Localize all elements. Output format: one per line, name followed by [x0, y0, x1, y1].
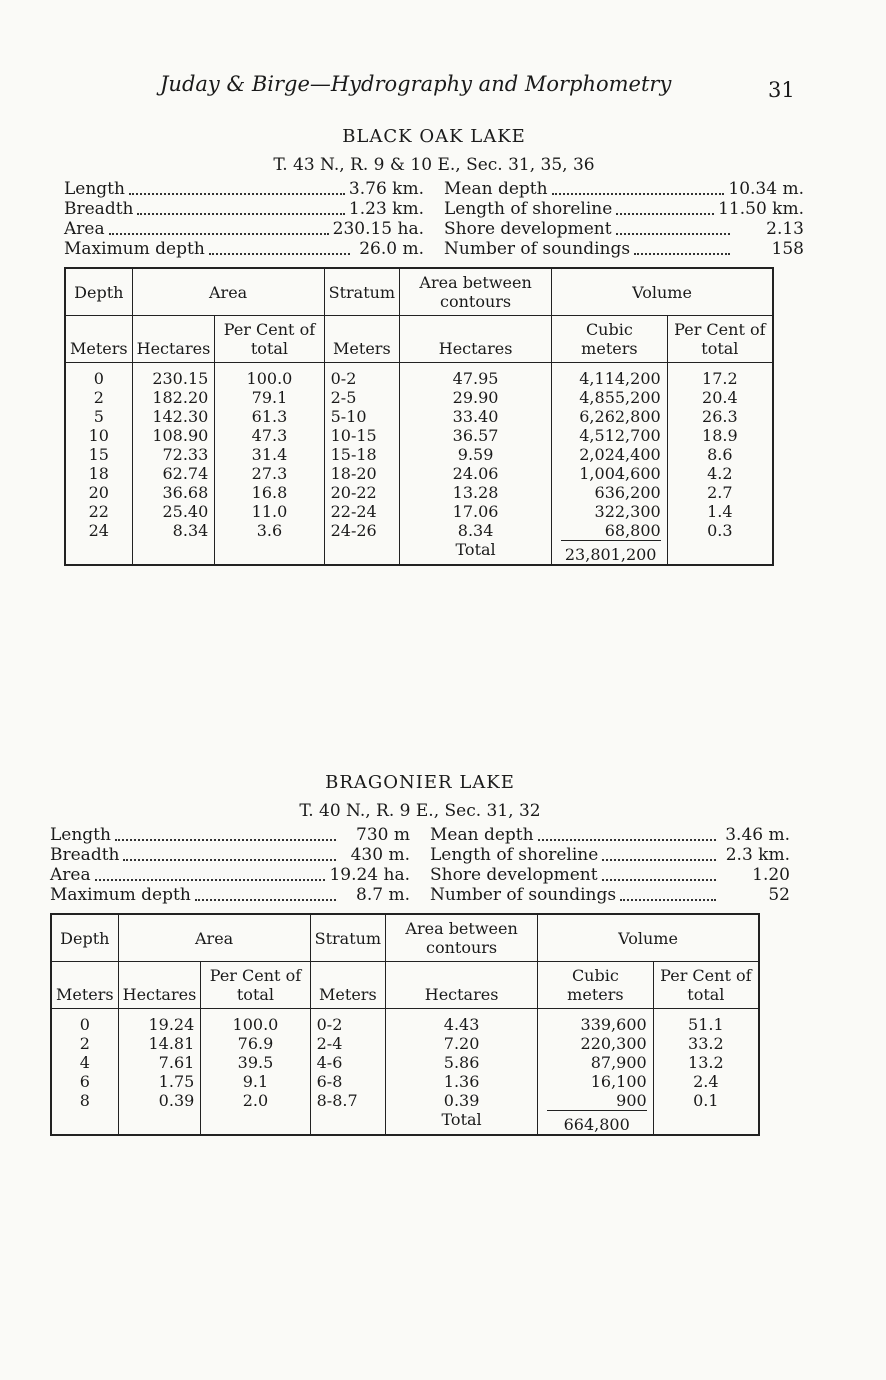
header-cubic-meters: Cubic meters [538, 962, 654, 1009]
dot-leader [616, 219, 730, 235]
empty-cell [310, 1110, 385, 1135]
dot-leader [552, 179, 725, 195]
lake-location: T. 40 N., R. 9 E., Sec. 31, 32 [299, 801, 541, 821]
stat-value: 430 m. [350, 845, 410, 865]
dot-leader [137, 199, 344, 215]
table-cell: 0.1 [693, 1091, 719, 1110]
table-cell: 17.2 [702, 369, 738, 388]
lake-section-bragonier [50, 772, 790, 1136]
stat-value: 2.13 [766, 219, 804, 239]
table-cell: 108.90 [152, 426, 209, 445]
column-cubic-meters [552, 363, 668, 541]
table-cell: 900 [616, 1091, 647, 1110]
table-cell: 14.81 [148, 1034, 195, 1053]
table-cell: 20 [88, 483, 109, 502]
table-cell: 4 [79, 1053, 90, 1072]
column-between-hectares [386, 1009, 538, 1111]
stat-label: Maximum depth [50, 885, 191, 905]
table-cell: 8 [79, 1091, 90, 1110]
column-area-hectares [132, 363, 215, 541]
table-cell: 1.4 [707, 502, 733, 521]
table-cell: 6 [79, 1072, 90, 1091]
morphometry-table [64, 267, 774, 566]
stat-label: Area [50, 865, 91, 885]
stat-row [64, 219, 424, 239]
total-cell [538, 1110, 654, 1135]
header-depth: Depth [65, 268, 132, 316]
table-cell: 76.9 [237, 1034, 274, 1053]
header-volume: Volume [538, 914, 759, 962]
page-number: 31 [768, 78, 795, 102]
table-cell: 31.4 [251, 445, 288, 464]
stat-row [444, 179, 804, 199]
stat-label: Length of shoreline [444, 199, 613, 219]
table-cell: 15-18 [330, 445, 377, 464]
stat-row [430, 865, 790, 885]
column-stratum-meters [310, 1009, 385, 1111]
stat-label: Number of soundings [430, 885, 617, 905]
table-cell: 18-20 [330, 464, 377, 483]
dot-leader [209, 239, 350, 255]
left-stats [50, 825, 410, 905]
lake-stats [50, 825, 790, 905]
total-volume: 23,801,200 [561, 540, 661, 564]
table-cell: 15 [88, 445, 109, 464]
column-depth-meters [51, 1009, 118, 1111]
table-cell: 8.34 [172, 521, 209, 540]
table-cell: 10 [88, 426, 109, 445]
dot-leader [616, 199, 714, 215]
table-cell: 33.40 [452, 407, 499, 426]
header-volume: Volume [552, 268, 773, 316]
stat-label: Length of shoreline [430, 845, 599, 865]
stat-row [444, 239, 804, 259]
dot-leader [129, 179, 345, 195]
table-cell: 36.57 [452, 426, 499, 445]
column-volume-percent [667, 363, 773, 541]
stat-label: Area [64, 219, 105, 239]
table-cell: 8.34 [457, 521, 494, 540]
table-cell: 2-5 [330, 388, 357, 407]
table-cell: 100.0 [246, 369, 293, 388]
stat-label: Breadth [50, 845, 120, 865]
dot-leader [109, 219, 329, 235]
dot-leader [195, 885, 336, 901]
table-cell: 18.9 [702, 426, 738, 445]
table-cell: 16,100 [590, 1072, 647, 1091]
header-area-percent: Per Cent of total [201, 962, 310, 1009]
table-cell: 6-8 [316, 1072, 343, 1091]
right-stats [444, 179, 804, 259]
stat-row [50, 845, 410, 865]
stat-label: Number of soundings [444, 239, 631, 259]
header-stratum-meters: Meters [324, 316, 399, 363]
table-cell: 5 [93, 407, 104, 426]
empty-cell [667, 540, 773, 565]
header-between-hectares: Hectares [386, 962, 538, 1009]
lake-title: BLACK OAK LAKE [342, 126, 526, 147]
column-stratum-meters [324, 363, 399, 541]
empty-cell [118, 1110, 201, 1135]
stat-value: 158 [771, 239, 804, 259]
stat-row [64, 179, 424, 199]
table-cell: 27.3 [251, 464, 288, 483]
table-cell: 9.59 [457, 445, 494, 464]
header-area: Area [118, 914, 310, 962]
table-cell: 33.2 [688, 1034, 724, 1053]
stat-label: Breadth [64, 199, 134, 219]
table-cell: 13.28 [452, 483, 499, 502]
table-cell: 9.1 [242, 1072, 269, 1091]
table-cell: 51.1 [688, 1015, 724, 1034]
empty-cell [65, 540, 132, 565]
table-cell: 7.20 [443, 1034, 480, 1053]
stat-row [64, 239, 424, 259]
header-depth-meters: Meters [51, 962, 118, 1009]
dot-leader [602, 845, 716, 861]
table-cell: 18 [88, 464, 109, 483]
stat-value: 3.46 m. [725, 825, 790, 845]
table-cell: 17.06 [452, 502, 499, 521]
table-cell: 22 [88, 502, 109, 521]
stat-label: Length [64, 179, 125, 199]
table-cell: 182.20 [152, 388, 209, 407]
stat-value: 8.7 m. [356, 885, 410, 905]
empty-cell [132, 540, 215, 565]
table-cell: 5.86 [443, 1053, 480, 1072]
total-label: Total [400, 540, 552, 565]
header-stratum: Stratum [324, 268, 399, 316]
table-cell: 1.75 [158, 1072, 195, 1091]
stat-value: 3.76 km. [348, 179, 424, 199]
table-cell: 6,262,800 [579, 407, 661, 426]
header-area: Area [132, 268, 324, 316]
table-cell: 4.43 [443, 1015, 480, 1034]
table-cell: 2 [93, 388, 104, 407]
table-cell: 16.8 [251, 483, 288, 502]
table-cell: 4.2 [707, 464, 733, 483]
table-cell: 62.74 [162, 464, 209, 483]
table-cell: 1.36 [443, 1072, 480, 1091]
morphometry-table [50, 913, 760, 1136]
stat-value: 52 [768, 885, 790, 905]
table-cell: 5-10 [330, 407, 367, 426]
table-cell: 4,512,700 [579, 426, 661, 445]
table-cell: 36.68 [162, 483, 209, 502]
table-cell: 22-24 [330, 502, 377, 521]
empty-cell [653, 1110, 759, 1135]
table-cell: 72.33 [162, 445, 209, 464]
stat-row [50, 825, 410, 845]
dot-leader [620, 885, 716, 901]
table-cell: 142.30 [152, 407, 209, 426]
stat-label: Mean depth [444, 179, 548, 199]
total-cell [552, 540, 668, 565]
stat-label: Length [50, 825, 111, 845]
table-cell: 25.40 [162, 502, 209, 521]
table-cell: 339,600 [580, 1015, 647, 1034]
table-cell: 13.2 [688, 1053, 724, 1072]
table-cell: 47.95 [452, 369, 499, 388]
header-volume-percent: Per Cent of total [667, 316, 773, 363]
stat-value: 10.34 m. [728, 179, 804, 199]
stat-value: 11.50 km. [718, 199, 804, 219]
empty-cell [215, 540, 324, 565]
table-cell: 87,900 [590, 1053, 647, 1072]
column-cubic-meters [538, 1009, 654, 1111]
table-cell: 636,200 [594, 483, 661, 502]
header-volume-percent: Per Cent of total [653, 962, 759, 1009]
table-cell: 24.06 [452, 464, 499, 483]
stat-row [430, 845, 790, 865]
table-cell: 24-26 [330, 521, 377, 540]
table-cell: 100.0 [232, 1015, 279, 1034]
table-cell: 29.90 [452, 388, 499, 407]
header-depth: Depth [51, 914, 118, 962]
table-cell: 24 [88, 521, 109, 540]
table-cell: 19.24 [148, 1015, 195, 1034]
table-cell: 230.15 [152, 369, 209, 388]
table-cell: 322,300 [594, 502, 661, 521]
table-cell: 0.39 [443, 1091, 480, 1110]
header-area-between: Area between contours [400, 268, 552, 316]
table-cell: 26.3 [702, 407, 738, 426]
header-area-between: Area between contours [386, 914, 538, 962]
table-cell: 2,024,400 [579, 445, 661, 464]
table-cell: 20-22 [330, 483, 377, 502]
column-area-percent [215, 363, 324, 541]
table-cell: 2-4 [316, 1034, 343, 1053]
column-depth-meters [65, 363, 132, 541]
lake-location: T. 43 N., R. 9 & 10 E., Sec. 31, 35, 36 [273, 155, 595, 175]
stat-value: 730 m [356, 825, 410, 845]
right-stats [430, 825, 790, 905]
table-cell: 0-2 [316, 1015, 343, 1034]
stat-value: 230.15 ha. [332, 219, 424, 239]
column-area-percent [201, 1009, 310, 1111]
table-cell: 0.3 [707, 521, 733, 540]
header-depth-meters: Meters [65, 316, 132, 363]
stat-value: 19.24 ha. [329, 865, 410, 885]
lake-section-black-oak [64, 126, 804, 566]
left-stats [64, 179, 424, 259]
table-cell: 0-2 [330, 369, 357, 388]
stat-label: Mean depth [430, 825, 534, 845]
table-cell: 2.7 [707, 483, 733, 502]
dot-leader [123, 845, 336, 861]
table-cell: 0 [79, 1015, 90, 1034]
empty-cell [324, 540, 399, 565]
stat-value: 2.3 km. [725, 845, 790, 865]
table-cell: 4,114,200 [579, 369, 661, 388]
dot-leader [95, 865, 326, 881]
stat-value: 26.0 m. [359, 239, 424, 259]
table-cell: 61.3 [251, 407, 288, 426]
table-cell: 2.0 [242, 1091, 269, 1110]
running-head: Juday & Birge—Hydrography and Morphometry [160, 72, 672, 96]
stat-row [430, 885, 790, 905]
table-cell: 11.0 [251, 502, 288, 521]
table-cell: 68,800 [604, 521, 661, 540]
header-stratum: Stratum [310, 914, 385, 962]
stat-row [64, 199, 424, 219]
header-area-percent: Per Cent of total [215, 316, 324, 363]
stat-row [430, 825, 790, 845]
table-cell: 0.39 [158, 1091, 195, 1110]
header-area-hectares: Hectares [132, 316, 215, 363]
column-area-hectares [118, 1009, 201, 1111]
lake-stats [64, 179, 804, 259]
dot-leader [538, 825, 716, 841]
empty-cell [201, 1110, 310, 1135]
table-cell: 39.5 [237, 1053, 274, 1072]
stat-row [444, 199, 804, 219]
stat-row [50, 885, 410, 905]
table-cell: 47.3 [251, 426, 288, 445]
table-cell: 2.4 [693, 1072, 719, 1091]
table-cell: 0 [93, 369, 104, 388]
lake-title: BRAGONIER LAKE [325, 772, 515, 793]
table-cell: 7.61 [158, 1053, 195, 1072]
dot-leader [602, 865, 716, 881]
table-cell: 3.6 [256, 521, 283, 540]
table-cell: 220,300 [580, 1034, 647, 1053]
stat-label: Maximum depth [64, 239, 205, 259]
empty-cell [51, 1110, 118, 1135]
stat-value: 1.23 km. [348, 199, 424, 219]
table-cell: 8-8.7 [316, 1091, 358, 1110]
dot-leader [115, 825, 336, 841]
stat-row [50, 865, 410, 885]
total-label: Total [386, 1110, 538, 1135]
table-cell: 2 [79, 1034, 90, 1053]
table-cell: 10-15 [330, 426, 377, 445]
table-cell: 1,004,600 [579, 464, 661, 483]
header-stratum-meters: Meters [310, 962, 385, 1009]
table-cell: 8.6 [707, 445, 733, 464]
table-cell: 4-6 [316, 1053, 343, 1072]
table-cell: 4,855,200 [579, 388, 661, 407]
dot-leader [634, 239, 730, 255]
header-area-hectares: Hectares [118, 962, 201, 1009]
header-cubic-meters: Cubic meters [552, 316, 668, 363]
stat-label: Shore development [444, 219, 612, 239]
table-cell: 79.1 [251, 388, 288, 407]
table-cell: 20.4 [702, 388, 738, 407]
column-volume-percent [653, 1009, 759, 1111]
column-between-hectares [400, 363, 552, 541]
stat-label: Shore development [430, 865, 598, 885]
stat-row [444, 219, 804, 239]
total-volume: 664,800 [547, 1110, 647, 1134]
header-between-hectares: Hectares [400, 316, 552, 363]
stat-value: 1.20 [752, 865, 790, 885]
